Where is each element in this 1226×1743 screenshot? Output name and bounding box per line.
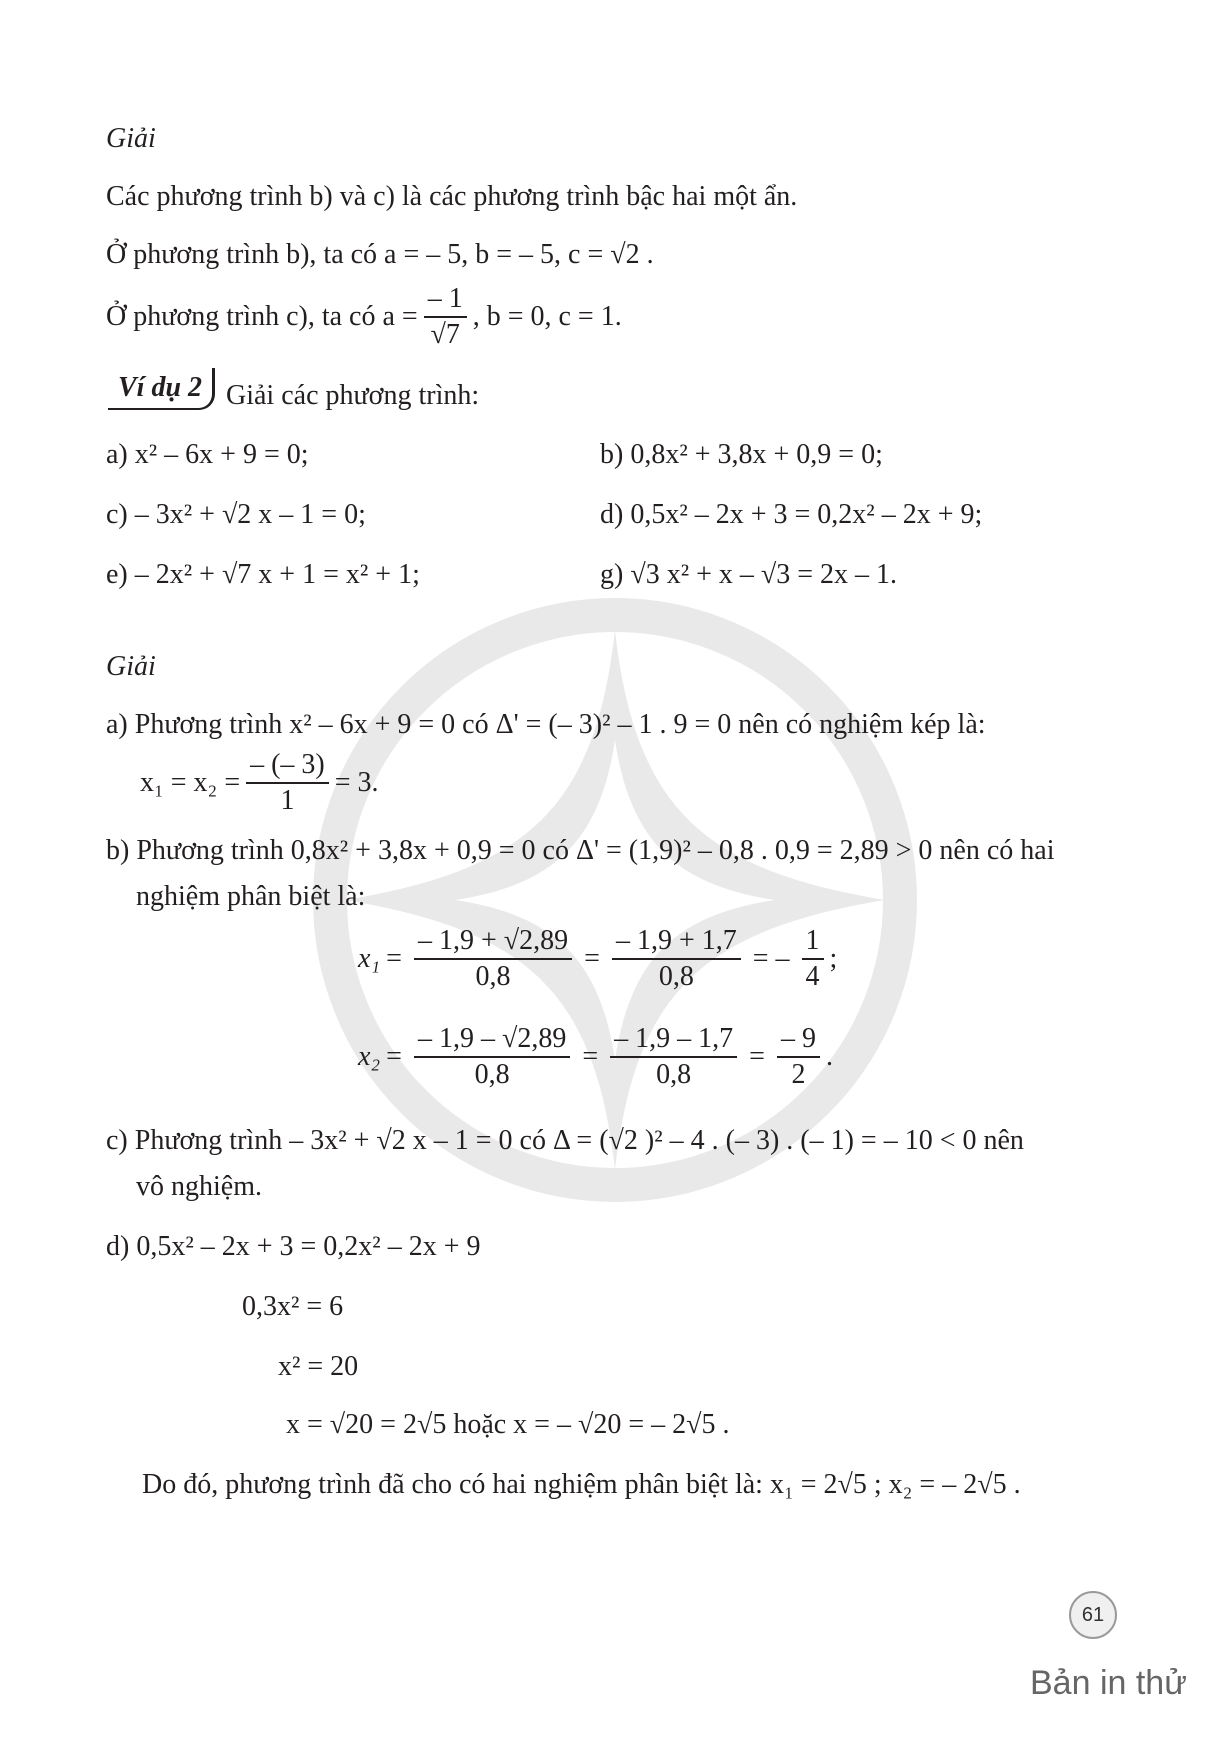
example-label: Ví dụ 2 [108,368,215,410]
problem-item: b) 0,8x² + 3,8x + 0,9 = 0; [600,439,883,470]
example-title: Giải các phương trình: [226,380,480,411]
fraction-denominator: 0,8 [474,1059,510,1090]
text-line: Do đó, phương trình đã cho có hai nghiệm phân biệt là: x₁ = 2√5 ; x₂ = – 2√5 . [142,1469,1021,1500]
problem-item: e) – 2x² + √7 x + 1 = x² + 1; [106,559,420,590]
problem-item: g) √3 x² + x – √3 = 2x – 1. [600,559,898,590]
fraction [612,924,741,994]
text-line: x = √20 = 2√5 hoặc x = – √20 = – 2√5 . [286,1409,730,1440]
page-number: 61 [1069,1591,1117,1639]
text-line: Các phương trình b) và c) là các phương trình bậc hai một ẩn. [106,181,798,212]
solution-heading: Giải [106,123,156,154]
problem-item: a) x² – 6x + 9 = 0; [106,439,309,470]
text-line: 0,3x² = 6 [242,1291,344,1322]
fraction [802,924,824,994]
variable: x₂ [358,1041,381,1072]
text-line: c) Phương trình – 3x² + √2 x – 1 = 0 có Δ = (√2 )² – 4 . (– 3) . (– 1) = – 10 < 0 nên [106,1125,1024,1156]
text-line: nghiệm phân biệt là: [136,881,366,912]
fraction-numerator: – (– 3) [246,748,329,784]
fraction-numerator: – 1,9 – 1,7 [610,1022,737,1058]
text-line: b) Phương trình 0,8x² + 3,8x + 0,9 = 0 có Δ' = (1,9)² – 0,8 . 0,9 = 2,89 > 0 nên có hai [106,835,1055,866]
fraction-denominator: 0,8 [475,961,511,992]
text-segment: x₁ = x₂ = [140,767,241,798]
fraction-denominator: √7 [430,319,460,350]
fraction-numerator: 1 [802,924,824,960]
fraction-numerator: – 1,9 + 1,7 [612,924,741,960]
text-line: x² = 20 [278,1351,359,1382]
fraction-numerator: – 1,9 – √2,89 [414,1022,570,1058]
fraction [610,1022,737,1092]
solution-b-x1: x₁ = $\frac{- 1,9 + √2,89}{0,8}$ = $\frac{- 1,9 + 1,7}{0,8}$ = – $\frac{1}{4}$ ; [358,925,838,992]
fraction-denominator: 1 [280,785,295,816]
watermark-logo [305,590,925,1210]
solution-heading: Giải [106,651,156,682]
fraction-numerator: – 9 [777,1022,820,1058]
fraction-denominator: 2 [791,1059,806,1090]
fraction-denominator: 0,8 [658,961,694,992]
problem-item: c) – 3x² + √2 x – 1 = 0; [106,499,366,530]
fraction-denominator: 0,8 [656,1059,692,1090]
text-segment: = 3. [334,767,379,798]
text-segment: Ở phương trình c), ta có a = [106,301,418,332]
fraction [414,924,572,994]
fraction-numerator: – 1 [424,282,467,318]
fraction [246,748,329,818]
fraction [424,282,467,352]
fraction-denominator: 4 [805,961,820,992]
text-line: a) Phương trình x² – 6x + 9 = 0 có Δ' = (– 3)² – 1 . 9 = 0 nên có nghiệm kép là: [106,709,986,740]
text-segment: , b = 0, c = 1. [472,301,622,332]
text-line-fraction [106,282,622,352]
fraction-numerator: – 1,9 + √2,89 [414,924,572,960]
fraction [777,1022,820,1092]
text-line: d) 0,5x² – 2x + 3 = 0,2x² – 2x + 9 [106,1231,481,1262]
draft-label: Bản in thử [1030,1664,1187,1702]
solution-b-x2: x₂ = $\frac{- 1,9 - √2,89}{0,8}$ = $\frac{- 1,9 - 1,7}{0,8}$ = $\frac{- 9}{2}$ . [358,1023,833,1090]
variable: x₁ [358,943,381,974]
text-line: vô nghiệm. [136,1171,262,1202]
text-line: Ở phương trình b), ta có a = – 5, b = – 5, c = √2 . [106,239,654,270]
solution-a-result [140,748,379,818]
problem-item: d) 0,5x² – 2x + 3 = 0,2x² – 2x + 9; [600,499,983,530]
fraction [414,1022,570,1092]
